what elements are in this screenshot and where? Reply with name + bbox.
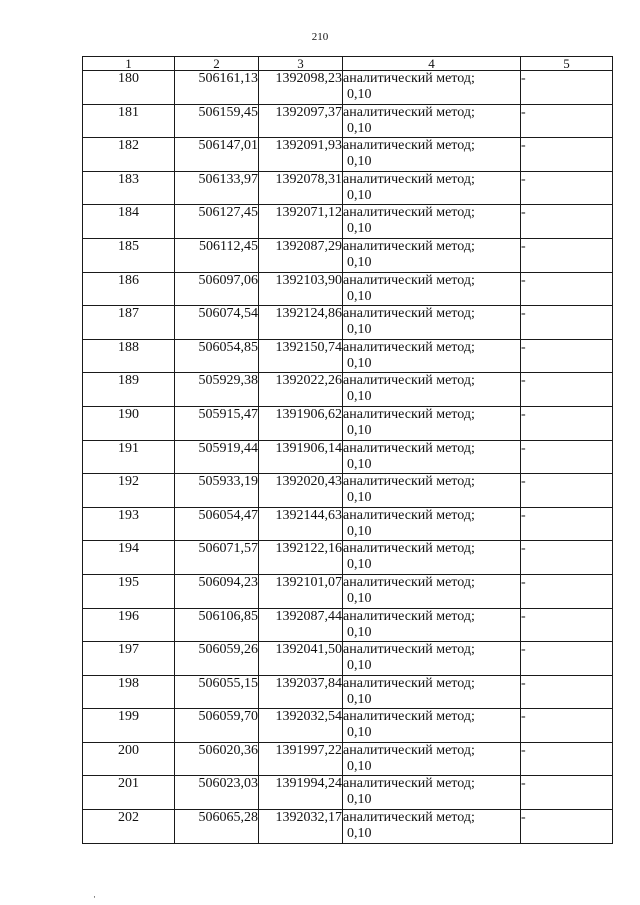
note-cell: -	[521, 373, 613, 407]
note-cell: -	[521, 776, 613, 810]
accuracy-value: 0,10	[347, 154, 372, 170]
table-row	[83, 272, 613, 306]
table-row	[83, 709, 613, 743]
note-cell: -	[521, 810, 613, 844]
table-row	[83, 71, 613, 105]
table-row	[83, 541, 613, 575]
method-cell	[343, 71, 521, 105]
point-number: 201	[83, 776, 175, 810]
coordinate-y: 1392103,90	[259, 272, 343, 306]
method-cell	[343, 406, 521, 440]
note-cell: -	[521, 642, 613, 676]
point-number: 181	[83, 104, 175, 138]
coordinate-x: 506161,13	[175, 71, 259, 105]
coordinate-y: 1392122,16	[259, 541, 343, 575]
point-number: 188	[83, 339, 175, 373]
coordinate-y: 1392071,12	[259, 205, 343, 239]
coordinate-y: 1391997,22	[259, 742, 343, 776]
point-number: 195	[83, 574, 175, 608]
table-row	[83, 608, 613, 642]
method-text: аналитический метод;	[343, 474, 475, 490]
method-cell	[343, 205, 521, 239]
note-cell: -	[521, 104, 613, 138]
point-number: 189	[83, 373, 175, 407]
table-header	[83, 57, 613, 71]
accuracy-value: 0,10	[347, 792, 372, 808]
header-col-2: 2	[175, 57, 259, 71]
point-number: 190	[83, 406, 175, 440]
method-cell	[343, 675, 521, 709]
coordinates-table	[82, 56, 613, 844]
accuracy-value: 0,10	[347, 758, 372, 774]
coordinate-x: 506020,36	[175, 742, 259, 776]
coordinate-x: 505919,44	[175, 440, 259, 474]
coordinate-x: 506147,01	[175, 138, 259, 172]
coordinate-y: 1392020,43	[259, 474, 343, 508]
coordinate-y: 1392098,23	[259, 71, 343, 105]
table-row	[83, 205, 613, 239]
accuracy-value: 0,10	[347, 624, 372, 640]
coordinate-y: 1392124,86	[259, 306, 343, 340]
accuracy-value: 0,10	[347, 691, 372, 707]
accuracy-value: 0,10	[347, 490, 372, 506]
note-cell: -	[521, 71, 613, 105]
point-number: 199	[83, 709, 175, 743]
method-text: аналитический метод;	[343, 171, 475, 187]
coordinate-x: 506127,45	[175, 205, 259, 239]
method-cell	[343, 474, 521, 508]
accuracy-value: 0,10	[347, 254, 372, 270]
method-text: аналитический метод;	[343, 574, 475, 590]
method-cell	[343, 440, 521, 474]
accuracy-value: 0,10	[347, 221, 372, 237]
point-number: 191	[83, 440, 175, 474]
method-text: аналитический метод;	[343, 776, 475, 792]
method-cell	[343, 238, 521, 272]
coordinate-x: 506074,54	[175, 306, 259, 340]
point-number: 194	[83, 541, 175, 575]
table-row	[83, 776, 613, 810]
coordinate-y: 1392078,31	[259, 171, 343, 205]
note-cell: -	[521, 272, 613, 306]
note-cell: -	[521, 440, 613, 474]
header-row	[83, 57, 613, 71]
coordinate-x: 506023,03	[175, 776, 259, 810]
point-number: 196	[83, 608, 175, 642]
header-col-5: 5	[521, 57, 613, 71]
point-number: 187	[83, 306, 175, 340]
method-text: аналитический метод;	[343, 406, 475, 422]
note-cell: -	[521, 507, 613, 541]
method-cell	[343, 171, 521, 205]
note-cell: -	[521, 306, 613, 340]
note-cell: -	[521, 709, 613, 743]
method-cell	[343, 104, 521, 138]
accuracy-value: 0,10	[347, 557, 372, 573]
method-cell	[343, 709, 521, 743]
table-body	[83, 71, 613, 844]
coordinate-x: 505915,47	[175, 406, 259, 440]
method-cell	[343, 810, 521, 844]
point-number: 185	[83, 238, 175, 272]
note-cell: -	[521, 675, 613, 709]
method-text: аналитический метод;	[343, 440, 475, 456]
method-cell	[343, 373, 521, 407]
method-cell	[343, 272, 521, 306]
point-number: 192	[83, 474, 175, 508]
accuracy-value: 0,10	[347, 87, 372, 102]
coordinate-y: 1392101,07	[259, 574, 343, 608]
method-text: аналитический метод;	[343, 238, 475, 254]
method-text: аналитический метод;	[343, 138, 475, 154]
note-cell: -	[521, 339, 613, 373]
point-number: 198	[83, 675, 175, 709]
coordinate-x: 506106,85	[175, 608, 259, 642]
method-text: аналитический метод;	[343, 272, 475, 288]
note-cell: -	[521, 205, 613, 239]
table-row	[83, 440, 613, 474]
method-cell	[343, 138, 521, 172]
note-cell: -	[521, 406, 613, 440]
point-number: 197	[83, 642, 175, 676]
note-cell: -	[521, 238, 613, 272]
coordinate-y: 1392087,29	[259, 238, 343, 272]
coordinate-y: 1392041,50	[259, 642, 343, 676]
accuracy-value: 0,10	[347, 355, 372, 371]
coordinate-x: 506159,45	[175, 104, 259, 138]
table-row	[83, 171, 613, 205]
note-cell: -	[521, 608, 613, 642]
accuracy-value: 0,10	[347, 523, 372, 539]
table-row	[83, 373, 613, 407]
point-number: 202	[83, 810, 175, 844]
method-cell	[343, 642, 521, 676]
coordinate-x: 506054,85	[175, 339, 259, 373]
note-cell: -	[521, 742, 613, 776]
header-col-3: 3	[259, 57, 343, 71]
point-number: 193	[83, 507, 175, 541]
accuracy-value: 0,10	[347, 120, 372, 136]
coordinate-x: 506094,23	[175, 574, 259, 608]
method-text: аналитический метод;	[343, 541, 475, 557]
note-cell: -	[521, 138, 613, 172]
method-text: аналитический метод;	[343, 205, 475, 221]
method-text: аналитический метод;	[343, 306, 475, 322]
footer-mark: ·	[93, 892, 96, 902]
table-row	[83, 238, 613, 272]
method-text: аналитический метод;	[343, 810, 475, 826]
method-cell	[343, 608, 521, 642]
method-cell	[343, 339, 521, 373]
table-row	[83, 306, 613, 340]
table-row	[83, 574, 613, 608]
method-text: аналитический метод;	[343, 742, 475, 758]
coordinate-x: 506065,28	[175, 810, 259, 844]
coordinate-x: 506071,57	[175, 541, 259, 575]
page-number: 210	[311, 31, 329, 43]
coordinate-y: 1392032,54	[259, 709, 343, 743]
table-row	[83, 810, 613, 844]
coordinate-x: 505929,38	[175, 373, 259, 407]
table-row	[83, 507, 613, 541]
coordinate-y: 1392087,44	[259, 608, 343, 642]
table-row	[83, 138, 613, 172]
method-text: аналитический метод;	[343, 642, 475, 658]
note-cell: -	[521, 474, 613, 508]
accuracy-value: 0,10	[347, 422, 372, 438]
point-number: 184	[83, 205, 175, 239]
coordinate-x: 506059,26	[175, 642, 259, 676]
accuracy-value: 0,10	[347, 322, 372, 338]
table-row	[83, 642, 613, 676]
point-number: 180	[83, 71, 175, 105]
accuracy-value: 0,10	[347, 187, 372, 203]
method-cell	[343, 541, 521, 575]
coordinate-y: 1392037,84	[259, 675, 343, 709]
coordinate-y: 1391906,62	[259, 406, 343, 440]
coordinate-y: 1392097,37	[259, 104, 343, 138]
table-row	[83, 474, 613, 508]
accuracy-value: 0,10	[347, 658, 372, 674]
method-cell	[343, 306, 521, 340]
coordinate-y: 1392144,63	[259, 507, 343, 541]
coordinate-x: 506054,47	[175, 507, 259, 541]
accuracy-value: 0,10	[347, 590, 372, 606]
method-cell	[343, 776, 521, 810]
accuracy-value: 0,10	[347, 288, 372, 304]
coordinate-x: 506059,70	[175, 709, 259, 743]
method-cell	[343, 742, 521, 776]
coordinate-y: 1392022,26	[259, 373, 343, 407]
table-row	[83, 406, 613, 440]
coordinate-y: 1391906,14	[259, 440, 343, 474]
coordinate-x: 506055,15	[175, 675, 259, 709]
method-text: аналитический метод;	[343, 608, 475, 624]
coordinate-y: 1392032,17	[259, 810, 343, 844]
note-cell: -	[521, 171, 613, 205]
table-row	[83, 742, 613, 776]
accuracy-value: 0,10	[347, 725, 372, 741]
method-text: аналитический метод;	[343, 104, 475, 120]
point-number: 183	[83, 171, 175, 205]
accuracy-value: 0,10	[347, 826, 372, 842]
coordinate-x: 505933,19	[175, 474, 259, 508]
coordinate-x: 506097,06	[175, 272, 259, 306]
table-row	[83, 339, 613, 373]
method-text: аналитический метод;	[343, 675, 475, 691]
method-cell	[343, 507, 521, 541]
method-cell	[343, 574, 521, 608]
point-number: 186	[83, 272, 175, 306]
point-number: 200	[83, 742, 175, 776]
header-col-4: 4	[343, 57, 521, 71]
method-text: аналитический метод;	[343, 709, 475, 725]
header-col-1: 1	[83, 57, 175, 71]
coordinate-x: 506112,45	[175, 238, 259, 272]
coordinate-y: 1391994,24	[259, 776, 343, 810]
coordinate-y: 1392150,74	[259, 339, 343, 373]
table-row	[83, 104, 613, 138]
coordinate-y: 1392091,93	[259, 138, 343, 172]
note-cell: -	[521, 574, 613, 608]
method-text: аналитический метод;	[343, 373, 475, 389]
note-cell: -	[521, 541, 613, 575]
method-text: аналитический метод;	[343, 339, 475, 355]
table-row	[83, 675, 613, 709]
coordinate-x: 506133,97	[175, 171, 259, 205]
accuracy-value: 0,10	[347, 389, 372, 405]
point-number: 182	[83, 138, 175, 172]
method-text: аналитический метод;	[343, 71, 475, 86]
method-text: аналитический метод;	[343, 507, 475, 523]
accuracy-value: 0,10	[347, 456, 372, 472]
